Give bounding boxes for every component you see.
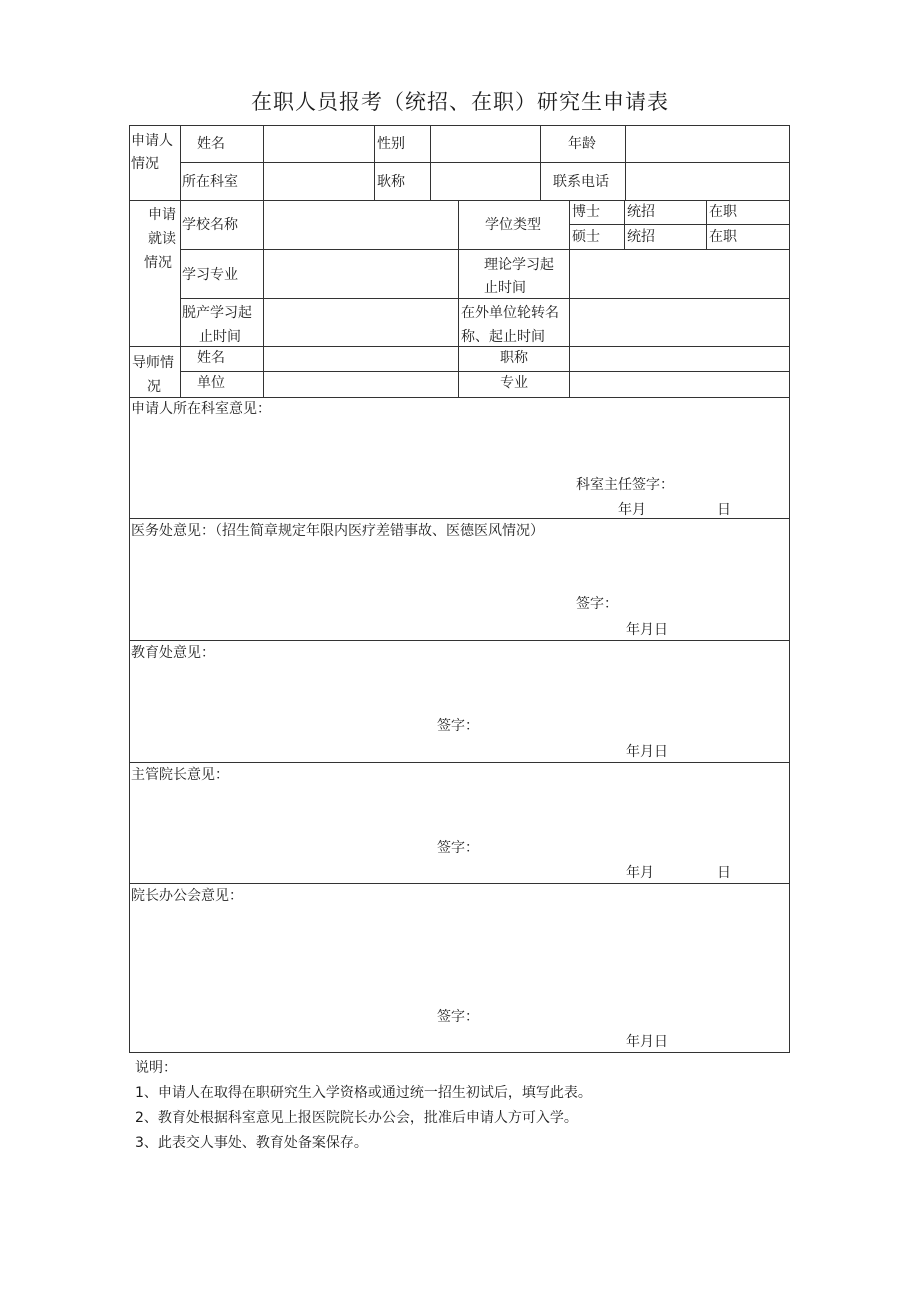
theory-period-label: 理论学习起 [484,257,554,273]
grid-line [129,883,790,884]
tongzhao-option: 统招 [627,229,655,245]
rotation-label: 称、起止时间 [461,329,545,345]
grid-line [180,249,790,250]
medical-office-opinion-label: 医务处意见：（招生简章规定年限内医疗差错事故、医德医风情况） [131,523,544,539]
vice-president-date-day: 日 [717,865,731,881]
grid-line [129,397,790,398]
degree-type-label: 学位类型 [485,217,541,233]
applicant-section-label: 情况 [131,156,159,172]
grid-line [625,125,626,200]
dept-head-signature-label: 科室主任签字： [576,477,674,493]
gender-label: 性别 [377,136,405,152]
mentor-section-label: 导师情 [132,355,174,371]
department-label: 所在科室 [182,174,238,190]
school-name-label: 学校名称 [182,217,238,233]
offjob-period-label: 止时间 [199,329,241,345]
age-label: 年龄 [568,136,596,152]
dept-opinion-label: 申请人所在科室意见： [131,401,271,417]
zaizhi-option: 在职 [709,229,737,245]
vice-president-opinion-label: 主管院长意见： [131,767,229,783]
note-item: 3、此表交人事处、教育处备案保存。 [135,1135,368,1151]
president-office-opinion-label: 院长办公会意见： [131,888,243,904]
grid-line [263,125,264,200]
vice-president-date-year-month: 年月 [626,865,654,881]
rotation-label: 在外单位轮转名 [461,305,559,321]
mentor-section-label: 况 [147,379,161,395]
major-label: 学习专业 [182,267,238,283]
study-section-label: 情况 [144,255,172,271]
applicant-section-label: 申请人 [131,133,173,149]
mentor-name-label: 姓名 [197,350,225,366]
grid-line [458,200,459,397]
theory-period-label: 止时间 [484,280,526,296]
mentor-rank-label: 职称 [500,350,528,366]
grid-line [569,200,570,397]
grid-line [180,371,790,372]
dept-date-day: 日 [717,502,731,518]
medical-signature-label: 签字： [576,596,618,612]
grid-line [129,640,790,641]
tongzhao-option: 统招 [627,204,655,220]
grid-line [129,762,790,763]
dept-date-year-month: 年月 [618,502,646,518]
grid-line [180,298,790,299]
mentor-major-label: 专业 [500,375,528,391]
note-item: 2、教育处根据科室意见上报医院院长办公会，批准后申请人方可入学。 [135,1110,578,1126]
notes-heading: 说明： [135,1060,177,1076]
grid-line [430,125,431,200]
offjob-period-label: 脱产学习起 [182,305,252,321]
education-signature-label: 签字： [437,718,479,734]
president-office-date: 年月日 [626,1034,668,1050]
vice-president-signature-label: 签字： [437,840,479,856]
grid-line [263,200,264,397]
name-label: 姓名 [197,136,225,152]
grid-line [706,200,707,249]
note-item: 1、申请人在取得在职研究生入学资格或通过统一招生初试后，填写此表。 [135,1085,592,1101]
education-office-opinion-label: 教育处意见： [131,645,215,661]
study-section-label: 申请 [148,207,176,223]
grid-line [624,200,625,249]
grid-line [569,224,790,225]
form-title: 在职人员报考（统招、在职）研究生申请表 [251,90,669,114]
form-notes [135,1056,592,1156]
grid-line [374,125,375,200]
doctor-option: 博士 [572,204,600,220]
grid-line [540,125,541,200]
master-option: 硕士 [572,229,600,245]
grid-line [180,162,790,163]
mentor-unit-label: 单位 [197,375,225,391]
president-office-signature-label: 签字： [437,1009,479,1025]
education-date: 年月日 [626,744,668,760]
study-section-label: 就读 [148,231,176,247]
phone-label: 联系电话 [553,174,609,190]
zaizhi-option: 在职 [709,204,737,220]
medical-date: 年月日 [626,622,668,638]
job-title-label: 耿称 [377,174,405,190]
grid-line [129,518,790,519]
grid-line [129,200,790,201]
grid-line [180,125,181,397]
